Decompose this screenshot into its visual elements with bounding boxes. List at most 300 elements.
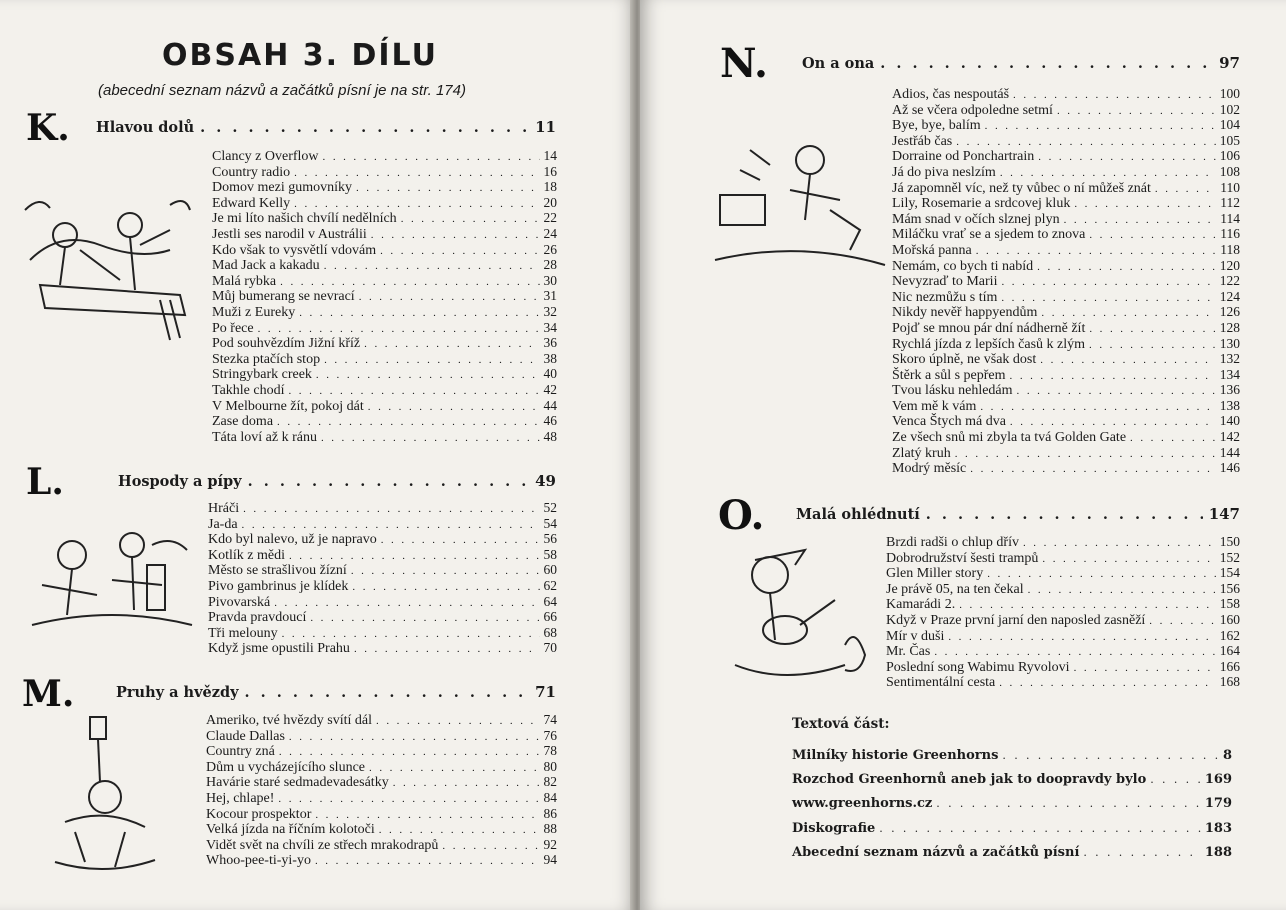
song-title: Country radio [212,164,291,180]
section-heading-k[interactable] [96,118,556,136]
song-page: 82 [543,774,557,790]
leader-dots [1010,369,1216,385]
song-entry[interactable] [206,852,557,868]
section-name: Pruhy a hvězdy [116,684,239,701]
leader-dots [321,431,540,447]
text-part-title: Abecední seznam názvů a začátků písní [792,844,1080,860]
song-title: Miláčku vrať se a sjedem to znova [892,227,1086,243]
song-page: 40 [543,366,557,382]
song-entry[interactable] [892,336,1240,352]
text-part-page: 169 [1204,772,1232,788]
song-entry[interactable] [892,382,1240,398]
song-entry[interactable] [892,351,1240,367]
section-letter-k: K. [26,107,70,149]
song-title: Nevyzraď to Marii [892,274,998,290]
song-page: 152 [1219,549,1240,565]
song-entry[interactable] [892,133,1240,149]
text-part-entry[interactable] [792,748,1232,772]
leader-dots [299,306,539,322]
song-page: 105 [1219,132,1240,148]
song-entry[interactable] [892,211,1240,227]
song-entry[interactable] [212,210,557,226]
song-entry[interactable] [892,102,1240,118]
song-page: 164 [1219,643,1240,659]
song-title: Poslední song Wabimu Ryvolovi [886,659,1070,675]
song-page: 134 [1219,366,1240,382]
song-title: Kocour prospektor [206,806,312,822]
text-part-title: www.greenhorns.cz [792,796,933,812]
song-entry[interactable] [892,86,1240,102]
leader-dots [956,135,1215,151]
song-entry[interactable] [892,226,1240,242]
song-title: Stringybark creek [212,367,312,383]
song-entry[interactable] [886,628,1240,644]
song-page: 132 [1219,351,1240,367]
leader-dots [1037,260,1216,276]
song-entry[interactable] [208,609,557,625]
song-entry[interactable] [892,148,1240,164]
leader-dots [381,533,540,549]
section-heading-o[interactable] [796,505,1240,523]
leader-dots [289,549,540,565]
song-title: Rychlá jízda z lepších časů k zlým [892,336,1086,352]
section-heading-m[interactable] [116,683,556,701]
song-title: Mr. Čas [886,644,931,660]
song-entry[interactable] [212,413,557,429]
song-entry[interactable] [208,516,557,532]
song-entry[interactable] [206,806,557,822]
song-page: 150 [1219,534,1240,549]
leader-dots [936,797,1201,810]
song-title: Ze všech snů mi zbyla ta tvá Golden Gate [892,430,1127,446]
song-page: 18 [543,179,557,195]
leader-dots [1028,583,1216,599]
song-page: 136 [1219,382,1240,398]
song-title: Edward Kelly [212,195,291,211]
section-page: 147 [1208,505,1240,523]
song-title: Je mi líto našich chvílí nedělních [212,211,397,227]
section-name: Hlavou dolů [96,119,195,136]
song-page: 140 [1219,413,1240,429]
song-page: 22 [543,210,557,226]
song-entry[interactable] [892,195,1240,211]
song-title: Když jsme opustili Prahu [208,641,350,657]
song-page: 48 [543,428,557,444]
song-page: 116 [1220,226,1240,242]
song-page: 26 [543,241,557,257]
song-title: Modrý měsíc [892,461,967,477]
leader-dots [376,714,539,730]
leader-dots [879,822,1201,835]
song-entry[interactable] [886,674,1240,690]
leader-dots [242,518,540,534]
leader-dots [258,322,540,338]
song-list-o [886,534,1240,690]
leader-dots [880,55,1213,72]
section-page: 97 [1219,54,1240,72]
song-entry[interactable] [206,759,557,775]
text-part-entry[interactable] [792,821,1232,845]
song-entry[interactable] [892,242,1240,258]
song-page: 168 [1219,674,1240,690]
text-part-list [792,748,1232,869]
leader-dots [324,353,539,369]
song-title: Whoo-pee-ti-yi-yo [206,853,311,869]
leader-dots [352,580,539,596]
song-page: 32 [543,303,557,319]
song-page: 60 [543,562,557,578]
song-entry[interactable] [208,500,557,516]
song-page: 158 [1219,596,1240,612]
section-letter-m: M. [22,673,75,715]
left-page [0,0,636,910]
song-list-l [208,500,557,656]
song-title: Mořská panna [892,242,972,258]
leader-dots [1002,749,1219,762]
leader-dots [1010,415,1216,431]
song-entry[interactable] [212,273,557,289]
leader-dots [1089,228,1216,244]
leader-dots [294,197,539,213]
leader-dots [200,119,529,136]
section-heading-l[interactable] [118,472,556,490]
song-entry[interactable] [886,534,1240,550]
leader-dots [970,462,1215,478]
song-title: Zase doma [212,414,274,430]
song-title: Kotlík z mědi [208,547,285,563]
song-title: Stezka ptačích stop [212,351,321,367]
leader-dots [359,290,540,306]
leader-dots [282,627,540,643]
song-title: Country zná [206,744,275,760]
song-entry[interactable] [892,289,1240,305]
song-page: 58 [543,546,557,562]
song-list-k [212,148,557,444]
song-page: 38 [543,350,557,366]
song-page: 66 [543,609,557,625]
song-page: 52 [543,500,557,515]
song-entry[interactable] [892,273,1240,289]
song-entry[interactable] [208,640,557,656]
song-entry[interactable] [212,429,557,445]
leader-dots [369,761,539,777]
section-page: 71 [535,683,556,701]
song-entry[interactable] [892,258,1240,274]
song-page: 70 [543,640,557,656]
song-entry[interactable] [892,413,1240,429]
leader-dots [1041,306,1215,322]
leader-dots [310,611,539,627]
page-title: OBSAH 3. DÍLU [162,38,438,73]
song-title: Jestli ses narodil v Austrálii [212,226,367,242]
text-part-title: Rozchod Greenhornů aneb jak to doopravdy bylo [792,772,1147,788]
song-page: 62 [543,577,557,593]
song-title: Adios, čas nespoutáš [892,87,1010,102]
song-entry[interactable] [208,562,557,578]
text-part-heading: Textová část: [792,716,890,732]
leader-dots [243,502,539,518]
song-entry[interactable] [892,367,1240,383]
song-title: Hráči [208,501,240,516]
song-entry[interactable] [212,351,557,367]
leader-dots [1013,88,1216,104]
song-page: 86 [543,805,557,821]
song-entry[interactable] [212,179,557,195]
song-title: Pravda pravdoucí [208,610,307,626]
text-part-page: 183 [1204,820,1232,836]
song-title: Tvou lásku nehledám [892,383,1013,399]
song-entry[interactable] [892,164,1240,180]
leader-dots [1000,166,1216,182]
leader-dots [1042,552,1215,568]
leader-dots [934,645,1215,661]
section-page: 11 [535,118,556,136]
song-title: Jestřáb čas [892,133,953,149]
song-title: Malá rybka [212,273,277,289]
song-entry[interactable] [892,460,1240,476]
song-page: 74 [543,712,557,727]
leader-dots [354,642,540,658]
leader-dots [380,244,539,260]
song-entry[interactable] [206,728,557,744]
song-entry[interactable] [892,429,1240,445]
song-entry[interactable] [206,712,557,728]
song-entry[interactable] [212,242,557,258]
song-title: Táta loví až k ránu [212,429,317,445]
song-page: 31 [543,288,557,304]
song-page: 16 [543,163,557,179]
song-entry[interactable] [212,257,557,273]
page-subtitle: (abecední seznam názvů a začátků písní je na str. 174) [98,82,466,99]
song-entry[interactable] [212,304,557,320]
leader-dots [980,400,1215,416]
leader-dots [316,368,540,384]
song-page: 122 [1219,273,1240,289]
song-title: Takhle chodí [212,382,285,398]
song-page: 94 [543,852,557,868]
song-page: 102 [1219,101,1240,117]
song-entry[interactable] [886,612,1240,628]
song-title: Já do piva neslzím [892,164,996,180]
leader-dots [959,598,1216,614]
song-page: 162 [1219,627,1240,643]
text-part-page: 8 [1222,748,1232,763]
song-entry[interactable] [212,288,557,304]
leader-dots [1074,661,1216,677]
leader-dots [248,473,530,490]
leader-dots [379,823,540,839]
song-title: Clancy z Overflow [212,149,319,164]
song-entry[interactable] [208,625,557,641]
leader-dots [999,676,1216,692]
song-page: 68 [543,624,557,640]
section-name: Hospody a pípy [118,473,242,490]
song-entry[interactable] [212,226,557,242]
song-entry[interactable] [212,382,557,398]
leader-dots [368,400,540,416]
song-entry[interactable] [212,164,557,180]
song-entry[interactable] [212,195,557,211]
song-title: Ja-da [208,516,238,532]
song-page: 78 [543,743,557,759]
song-title: Pivo gambrinus je klídek [208,578,349,594]
song-entry[interactable] [886,550,1240,566]
leader-dots [1074,197,1216,213]
song-title: Bye, bye, balím [892,118,981,134]
song-title: Nikdy nevěř happyendům [892,305,1038,321]
leader-dots [1040,353,1215,369]
leader-dots [1155,182,1216,198]
song-title: Ameriko, tvé hvězdy svítí dál [206,713,373,728]
song-page: 46 [543,413,557,429]
song-page: 30 [543,272,557,288]
song-entry[interactable] [892,117,1240,133]
song-entry[interactable] [206,774,557,790]
song-title: Muži z Eureky [212,304,296,320]
cartoon-illustration-pub [22,525,197,645]
song-page: 88 [543,821,557,837]
song-title: Lily, Rosemarie a srdcovej kluk [892,196,1071,212]
leader-dots [987,567,1216,583]
song-page: 120 [1219,257,1240,273]
song-entry[interactable] [206,743,557,759]
song-entry[interactable] [212,366,557,382]
song-page: 108 [1219,163,1240,179]
leader-dots [274,596,539,612]
song-page: 44 [543,397,557,413]
song-entry[interactable] [886,596,1240,612]
leader-dots [351,564,540,580]
song-title: Zlatý kruh [892,445,951,461]
song-entry[interactable] [206,790,557,806]
song-entry[interactable] [206,837,557,853]
leader-dots [245,684,530,701]
leader-dots [926,506,1203,523]
song-title: Vidět svět na chvíli ze střech mrakodrapů [206,837,439,853]
song-entry[interactable] [892,398,1240,414]
leader-dots [280,275,539,291]
song-page: 54 [543,515,557,531]
leader-dots [278,792,539,808]
song-title: Glen Miller story [886,566,984,582]
song-title: Skoro úplně, ne však dost [892,352,1037,368]
song-entry[interactable] [892,304,1240,320]
song-title: Nemám, co bych ti nabíd [892,258,1034,274]
leader-dots [364,337,539,353]
song-entry[interactable] [208,547,557,563]
song-title: Kdo byl nalevo, už je napravo [208,532,377,548]
leader-dots [1083,846,1200,859]
song-entry[interactable] [892,320,1240,336]
leader-dots [1149,614,1215,630]
cartoon-illustration-musicians [20,190,195,345]
leader-dots [1089,338,1216,354]
text-part-entry[interactable] [792,796,1232,820]
song-page: 64 [543,593,557,609]
leader-dots [1064,213,1217,229]
text-part-entry[interactable] [792,845,1232,869]
song-title: V Melbourne žít, pokoj dát [212,398,364,414]
song-page: 126 [1219,304,1240,320]
song-entry[interactable] [208,594,557,610]
song-page: 42 [543,381,557,397]
song-entry[interactable] [212,148,557,164]
song-title: Až se včera odpoledne setmí [892,102,1053,118]
song-title: Štěrk a sůl s pepřem [892,367,1006,383]
song-entry[interactable] [892,445,1240,461]
leader-dots [1130,431,1216,447]
song-list-m [206,712,557,868]
leader-dots [1001,291,1215,307]
text-part-entry[interactable] [792,772,1232,796]
leader-dots [294,166,539,182]
song-title: Pojď se mnou pár dní nádherně žít [892,320,1086,336]
song-page: 20 [543,194,557,210]
song-page: 128 [1219,319,1240,335]
song-title: Domov mezi gumovníky [212,180,352,196]
song-page: 154 [1219,565,1240,581]
song-page: 92 [543,836,557,852]
song-page: 34 [543,319,557,335]
section-letter-n: N. [720,40,768,87]
leader-dots [277,415,539,431]
song-page: 144 [1219,444,1240,460]
song-entry[interactable] [206,821,557,837]
song-title: Město se strašlivou žízní [208,563,347,579]
song-entry[interactable] [886,643,1240,659]
leader-dots [948,630,1215,646]
song-page: 104 [1219,117,1240,133]
song-title: Nic nezmůžu s tím [892,289,998,305]
song-page: 114 [1220,210,1240,226]
text-part-title: Diskografie [792,820,876,836]
song-entry[interactable] [212,320,557,336]
song-entry[interactable] [886,581,1240,597]
song-page: 156 [1219,580,1240,596]
song-title: Venca Štych má dva [892,414,1006,430]
song-page: 36 [543,335,557,351]
text-part-page: 179 [1204,796,1232,812]
song-entry[interactable] [208,578,557,594]
leader-dots [442,839,539,855]
song-title: Brzdi radši o chlup dřív [886,535,1019,550]
section-heading-n[interactable] [802,54,1240,72]
leader-dots [315,854,540,870]
song-entry[interactable] [212,335,557,351]
section-letter-l: L. [26,461,64,503]
song-entry[interactable] [892,180,1240,196]
song-entry[interactable] [886,565,1240,581]
song-page: 100 [1219,86,1240,101]
section-page: 49 [535,472,556,490]
song-page: 24 [543,225,557,241]
song-entry[interactable] [886,659,1240,675]
song-page: 14 [543,148,557,163]
song-title: Tři melouny [208,625,278,641]
section-name: Malá ohlédnutí [796,506,920,523]
song-title: Je právě 05, na ten čekal [886,581,1024,597]
leader-dots [1023,536,1216,552]
song-page: 112 [1220,195,1240,211]
song-page: 146 [1219,460,1240,476]
song-page: 130 [1219,335,1240,351]
leader-dots [955,447,1216,463]
song-entry[interactable] [208,531,557,547]
song-entry[interactable] [212,398,557,414]
leader-dots [356,181,540,197]
song-title: Dům u vycházejícího slunce [206,759,366,775]
leader-dots [1017,384,1216,400]
